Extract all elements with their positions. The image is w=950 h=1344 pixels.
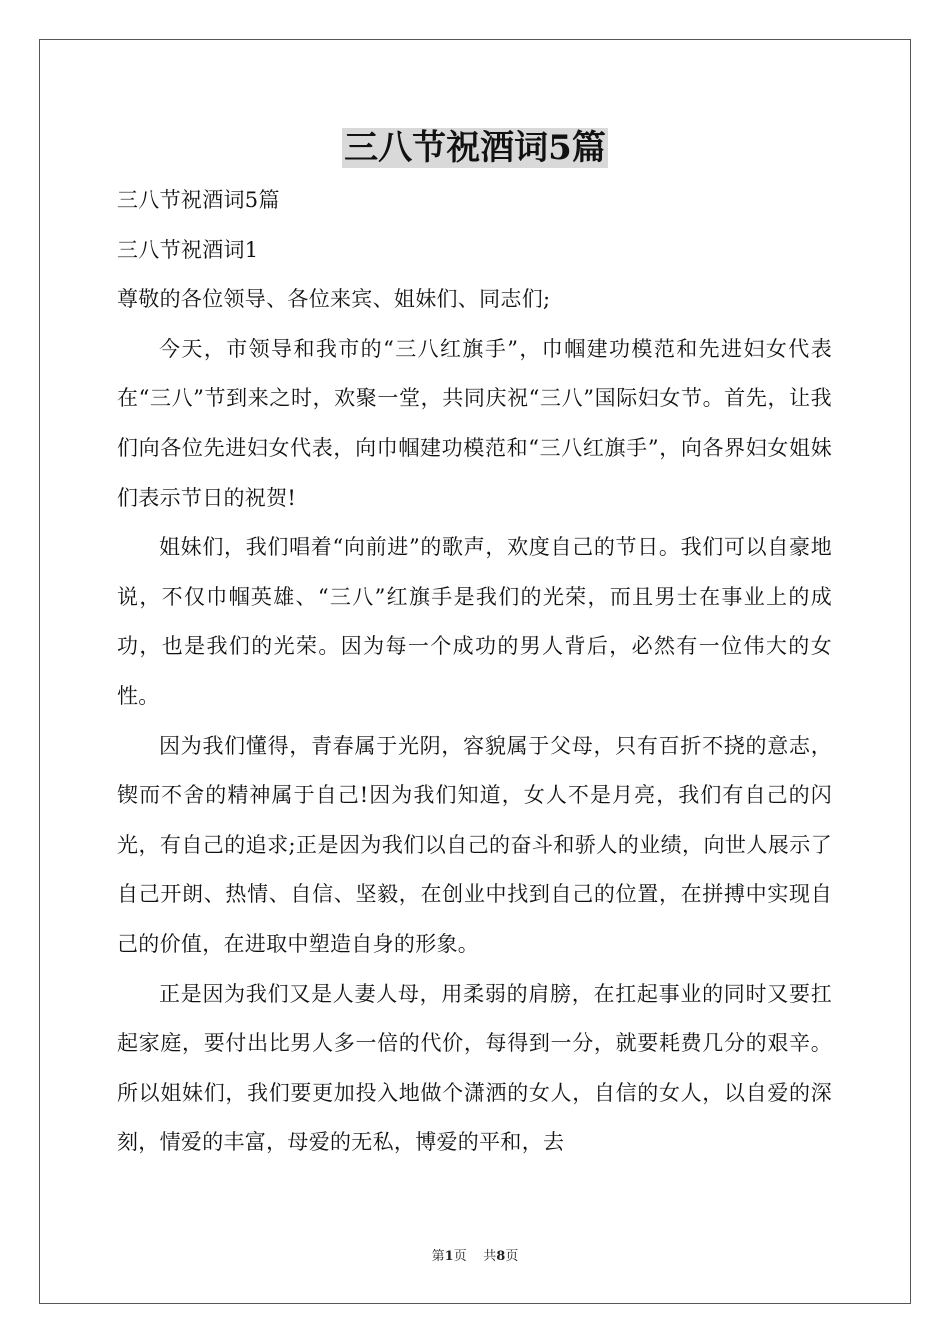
salutation: 尊敬的各位领导、各位来宾、姐妹们、同志们;: [117, 287, 551, 312]
body-paragraph: 正是因为我们又是人妻人母，用柔弱的肩膀，在扛起事业的同时又要扛起家庭，要付出比男人多一倍的代价，每得到一分，就要耗费几分的艰辛。所以姐妹们，我们要更加投入地做个潇洒的女人，自信的女人，以自爱的深刻，情爱的丰富，母爱的无私，博爱的平和，去: [117, 981, 832, 1155]
body-paragraph: 今天，市领导和我市的“三八红旗手”，巾帼建功模范和先进妇女代表在“三八”节到来之时，欢聚一堂，共同庆祝“三八”国际妇女节。首先，让我们向各位先进妇女代表，向巾帼建功模范和“三八红旗手”，向各界妇女姐妹们表示节日的祝贺!: [117, 336, 832, 510]
document-title: [0, 126, 950, 170]
page-total: 共8页: [483, 1249, 519, 1264]
subtitle-line: 三八节祝酒词5篇: [117, 188, 280, 212]
section-heading: 三八节祝酒词1: [117, 237, 259, 262]
body-paragraph: 姐妹们，我们唱着“向前进”的歌声，欢度自己的节日。我们可以自豪地说，不仅巾帼英雄、“三八”红旗手是我们的光荣，而且男士在事业上的成功，也是我们的光荣。因为每一个成功的男人背后，必然有一位伟大的女性。: [117, 535, 832, 708]
page-number: 第1页: [431, 1249, 467, 1264]
body-paragraph: 因为我们懂得，青春属于光阴，容貌属于父母，只有百折不挠的意志，锲而不舍的精神属于自己!因为我们知道，女人不是月亮，我们有自己的闪光，有自己的追求;正是因为我们以自己的奋斗和骄人的业绩，向世人展示了自己开朗、热情、自信、坚毅，在创业中找到自己的位置，在拼搏中实现自己的价值，在进取中塑造自身的形象。: [117, 733, 832, 956]
document-body: [117, 176, 832, 1168]
document-title-text: 三八节祝酒词5篇: [344, 128, 606, 168]
page-footer: [0, 1248, 950, 1266]
